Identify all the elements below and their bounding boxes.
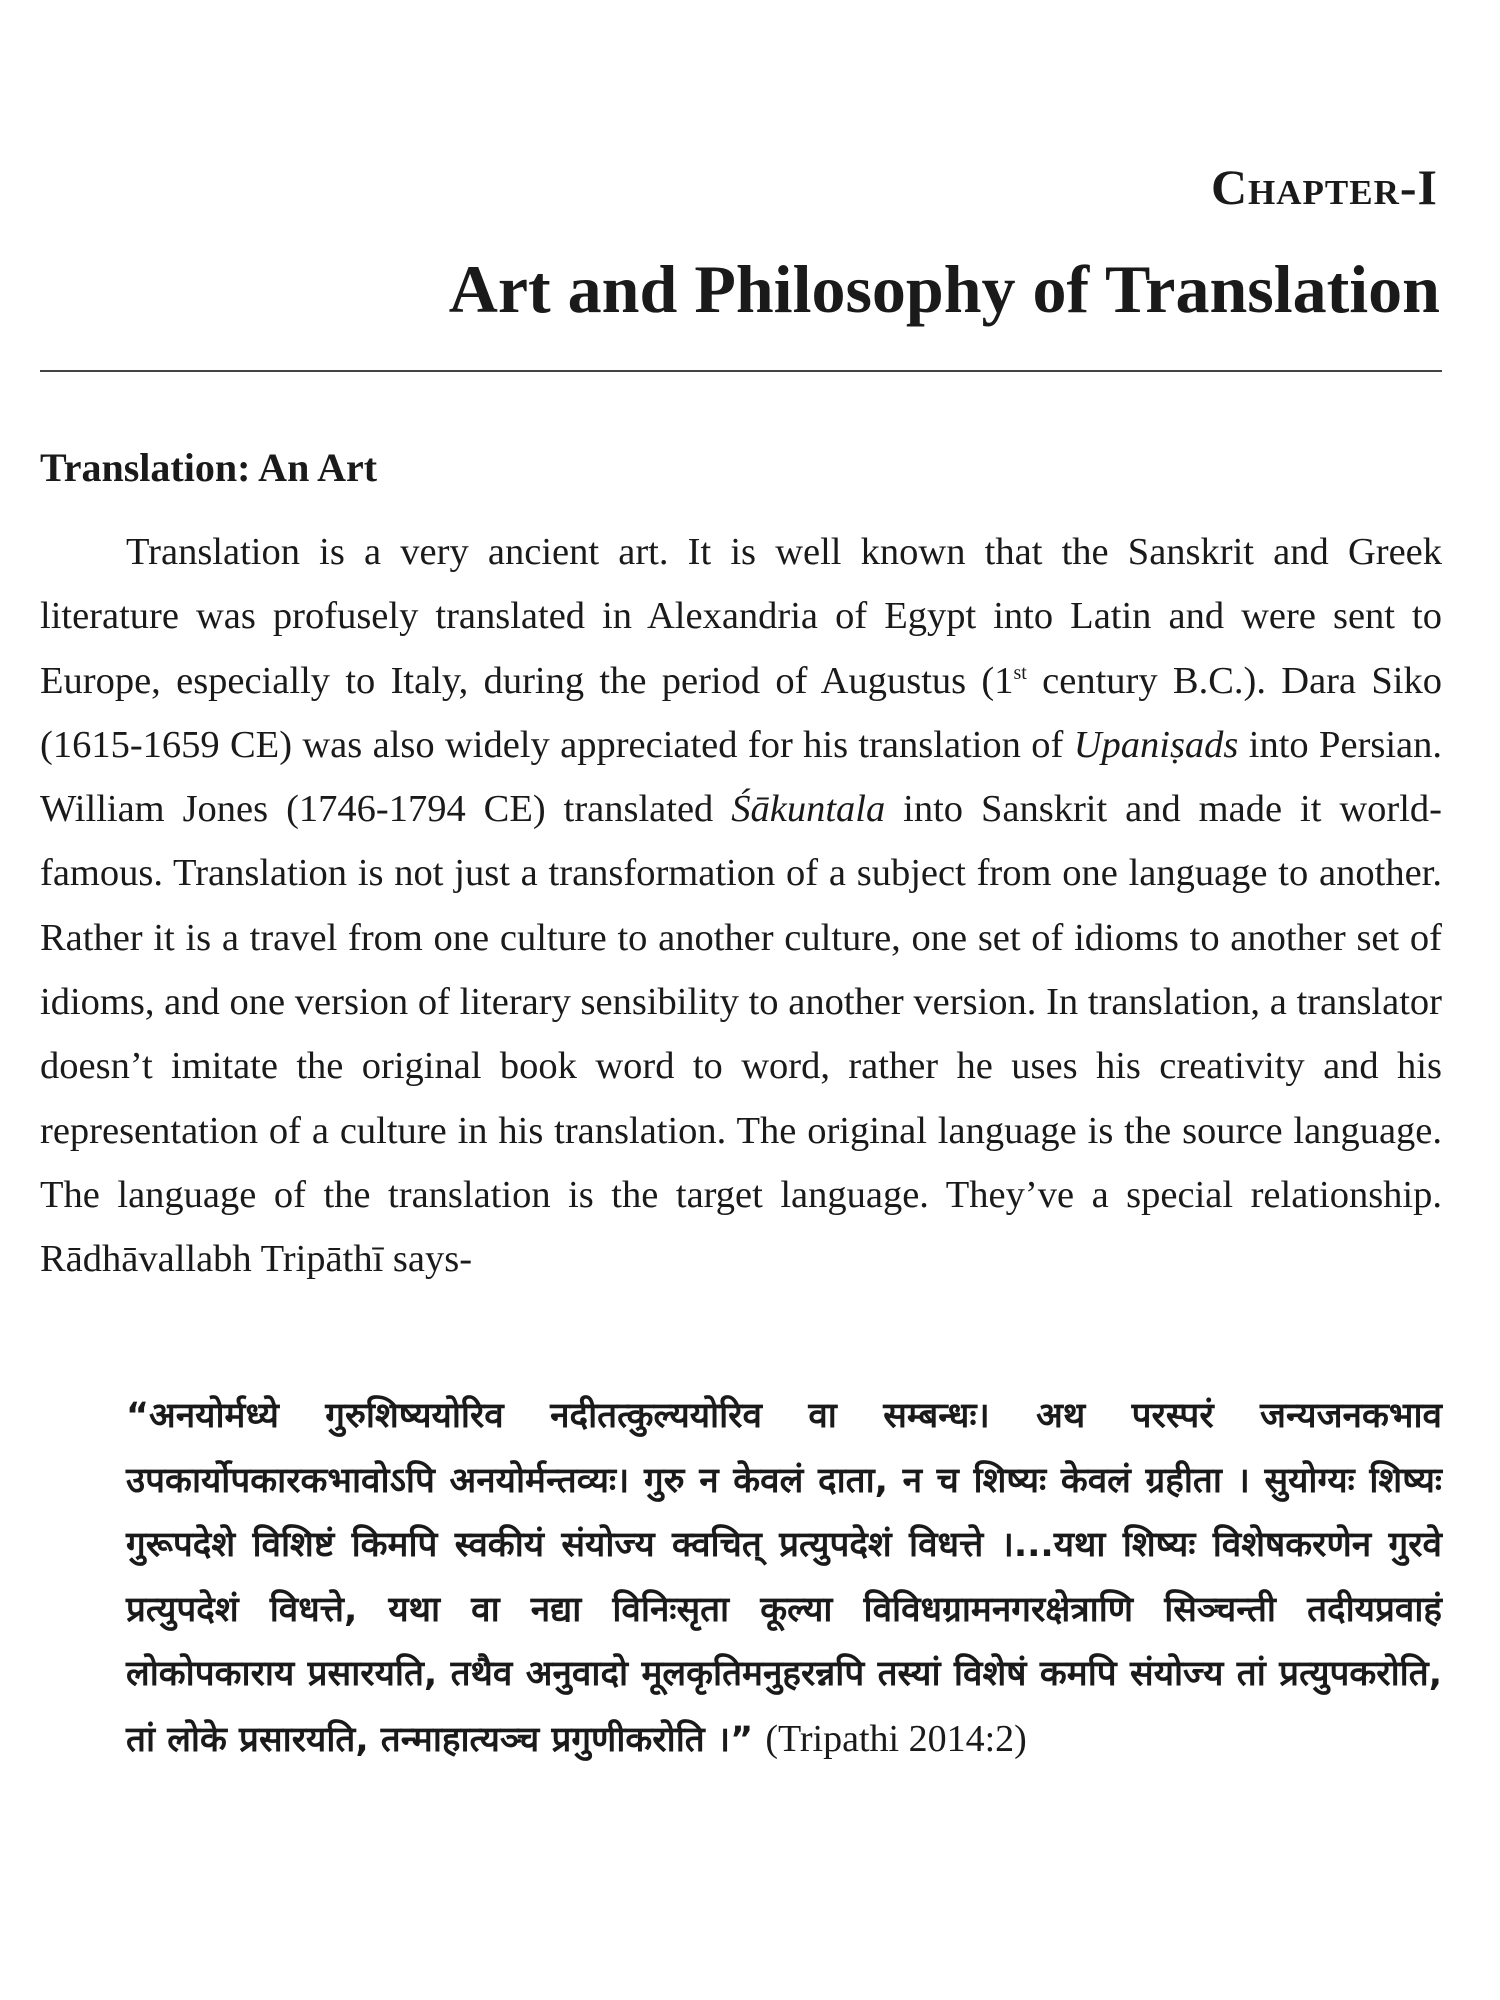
sanskrit-quotation	[126, 1384, 1442, 1772]
paragraph-text-1: Translation is a very ancient art. It is well known that the Sanskrit and Greek literature was profusely translated in Alexandria of Egypt into Latin and were sent to Europe, especially to Italy, during the period of Augustus (1	[40, 531, 1442, 702]
paragraph-text-3: into Persian. William Jones (1746-1794 CE) translated	[40, 723, 1442, 831]
term-upanisads: Upaniṣads	[1073, 723, 1239, 766]
term-sakuntala: Śākuntala	[731, 788, 886, 831]
paragraph-text-4: into Sanskrit and made it world-famous. Translation is not just a transformation of a subject from one language to another. Rather it is a travel from one culture to another culture, one set of idioms to another set of idioms, and one version of literary sensibility to another version. In translation, a translator doesn’t imitate the original book word to word, rather he uses his creativity and his representation of a culture in his translation. The original language is the source language. The language of the translation is the target language. They’ve a special relationship. Rādhāvallabh Tripāthī says-	[40, 788, 1442, 1281]
chapter-title: Art and Philosophy of Translation	[448, 251, 1440, 327]
quotation-citation: (Tripathi 2014:2)	[765, 1717, 1027, 1760]
chapter-label: Chapter-I	[1210, 159, 1438, 215]
body-paragraph	[40, 520, 1442, 1292]
paragraph-text-2: century B.C.). Dara Siko (1615-1659 CE) was also widely appreciated for his translation of	[40, 659, 1442, 766]
title-divider	[40, 370, 1442, 372]
quotation-text: “अनयोर्मध्ये गुरुशिष्ययोरिव नदीतत्कुल्ययोरिव वा सम्बन्धः। अथ परस्परं जन्यजनकभाव उपकार्योपकारकभावोऽपि अनयोर्मन्तव्यः। गुरु न केवलं दाता, न च शिष्यः केवलं ग्रहीता । सुयोग्यः शिष्यः गुरूपदेशे विशिष्टं किमपि स्वकीयं संयोज्य क्वचित् प्रत्युपदेशं विधत्ते ।...यथा शिष्यः विशेषकरणेन गुरवे प्रत्युपदेशं विधत्ते, यथा वा नद्या विनिःसृता कूल्या विविधग्रामनगरक्षेत्राणि सिञ्चन्ती तदीयप्रवाहं लोकोपकाराय प्रसारयति, तथैव अनुवादो मूलकृतिमनुहरन्नपि तस्यां विशेषं कमपि संयोज्य तां प्रत्युपकरोति, तां लोके प्रसारयति, तन्माहात्यञ्च प्रगुणीकरोति ।”	[126, 1396, 1442, 1760]
section-heading: Translation: An Art	[40, 445, 378, 490]
ordinal-superscript: st	[1013, 661, 1027, 684]
